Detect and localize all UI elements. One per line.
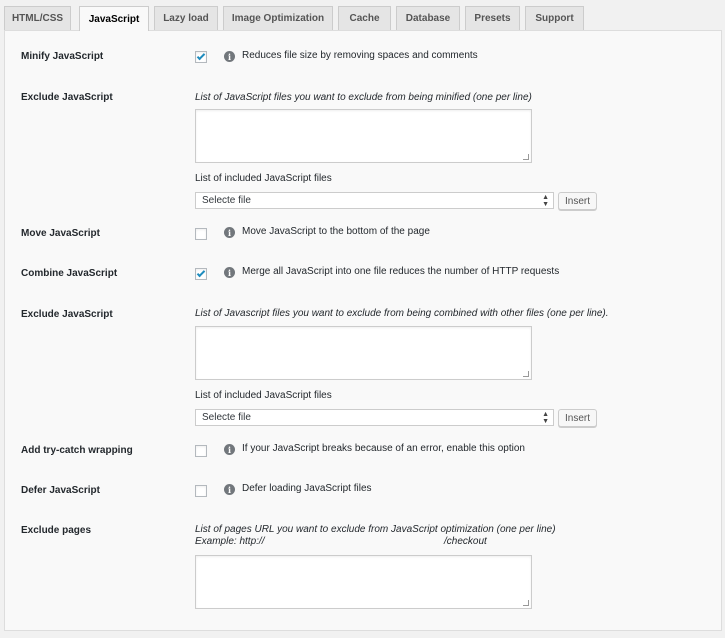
try-catch-label: Add try-catch wrapping [21,445,133,456]
select-value: Selecte file [202,195,251,206]
exclude-pages-example-prefix: Example: http:// [195,536,265,547]
move-js-description: Move JavaScript to the bottom of the page [242,226,430,237]
exclude-pages-textarea[interactable] [195,555,532,609]
tab-cache[interactable] [338,6,391,30]
file-select[interactable] [195,409,554,426]
resize-grip-icon[interactable] [523,371,529,377]
exclude-pages-label: Exclude pages [21,525,92,536]
exclude-minify-textarea[interactable] [195,109,532,163]
try-catch-checkbox[interactable] [195,445,207,457]
checkmark-icon [197,52,205,60]
defer-js-description: Defer loading JavaScript files [242,483,372,494]
included-files-label: List of included JavaScript files [195,173,332,184]
tab-label: HTML/CSS [11,13,64,24]
combine-js-label: Combine JavaScript [21,268,118,279]
move-js-label: Move JavaScript [21,228,100,239]
settings-panel [4,30,722,631]
info-icon: i [224,227,235,238]
minify-js-checkbox[interactable] [195,51,207,63]
exclude-js-hint: List of Javascript files you want to exclude from being combined with other files (one per line). [195,308,609,319]
exclude-js-hint: List of JavaScript files you want to exclude from being minified (one per line) [195,92,532,103]
exclude-js-label: Exclude JavaScript [21,309,113,320]
tab-javascript[interactable] [79,6,149,31]
combine-js-description: Merge all JavaScript into one file reduces the number of HTTP requests [242,266,560,277]
info-icon: i [224,51,235,62]
exclude-pages-hint: List of pages URL you want to exclude from JavaScript optimization (one per line) [195,524,556,535]
try-catch-description: If your JavaScript breaks because of an error, enable this option [242,443,525,454]
select-value: Selecte file [202,412,251,423]
tab-label: JavaScript [88,13,140,25]
exclude-pages-example-suffix: /checkout [444,536,487,547]
resize-grip-icon[interactable] [523,600,529,606]
defer-js-label: Defer JavaScript [21,485,100,496]
updown-arrows-icon: ▲ ▼ [542,411,549,425]
insert-button[interactable]: Insert [558,192,597,210]
combine-js-checkbox[interactable] [195,268,207,280]
checkmark-icon [197,269,205,277]
included-files-label: List of included JavaScript files [195,390,332,401]
tab-label: Presets [474,13,511,24]
defer-js-checkbox[interactable] [195,485,207,497]
tab-label: Image Optimization [231,13,325,24]
move-js-checkbox[interactable] [195,228,207,240]
updown-arrows-icon: ▲ ▼ [542,194,549,208]
resize-grip-icon[interactable] [523,154,529,160]
info-icon: i [224,444,235,455]
tab-html-css[interactable] [4,6,71,30]
file-select[interactable] [195,192,554,209]
exclude-js-label: Exclude JavaScript [21,92,113,103]
tab-image-optimization[interactable] [223,6,333,30]
info-icon: i [224,484,235,495]
info-icon: i [224,267,235,278]
tab-label: Database [405,13,451,24]
tab-label: Cache [349,13,380,24]
minify-js-label: Minify JavaScript [21,51,104,62]
tab-label: Lazy load [163,13,209,24]
insert-button[interactable]: Insert [558,409,597,427]
tab-label: Support [535,13,574,24]
minify-js-description: Reduces file size by removing spaces and comments [242,50,478,61]
tab-database[interactable] [396,6,460,30]
exclude-combine-textarea[interactable] [195,326,532,380]
tab-lazy-load[interactable] [154,6,218,30]
tab-presets[interactable] [465,6,520,30]
tab-support[interactable] [525,6,584,30]
